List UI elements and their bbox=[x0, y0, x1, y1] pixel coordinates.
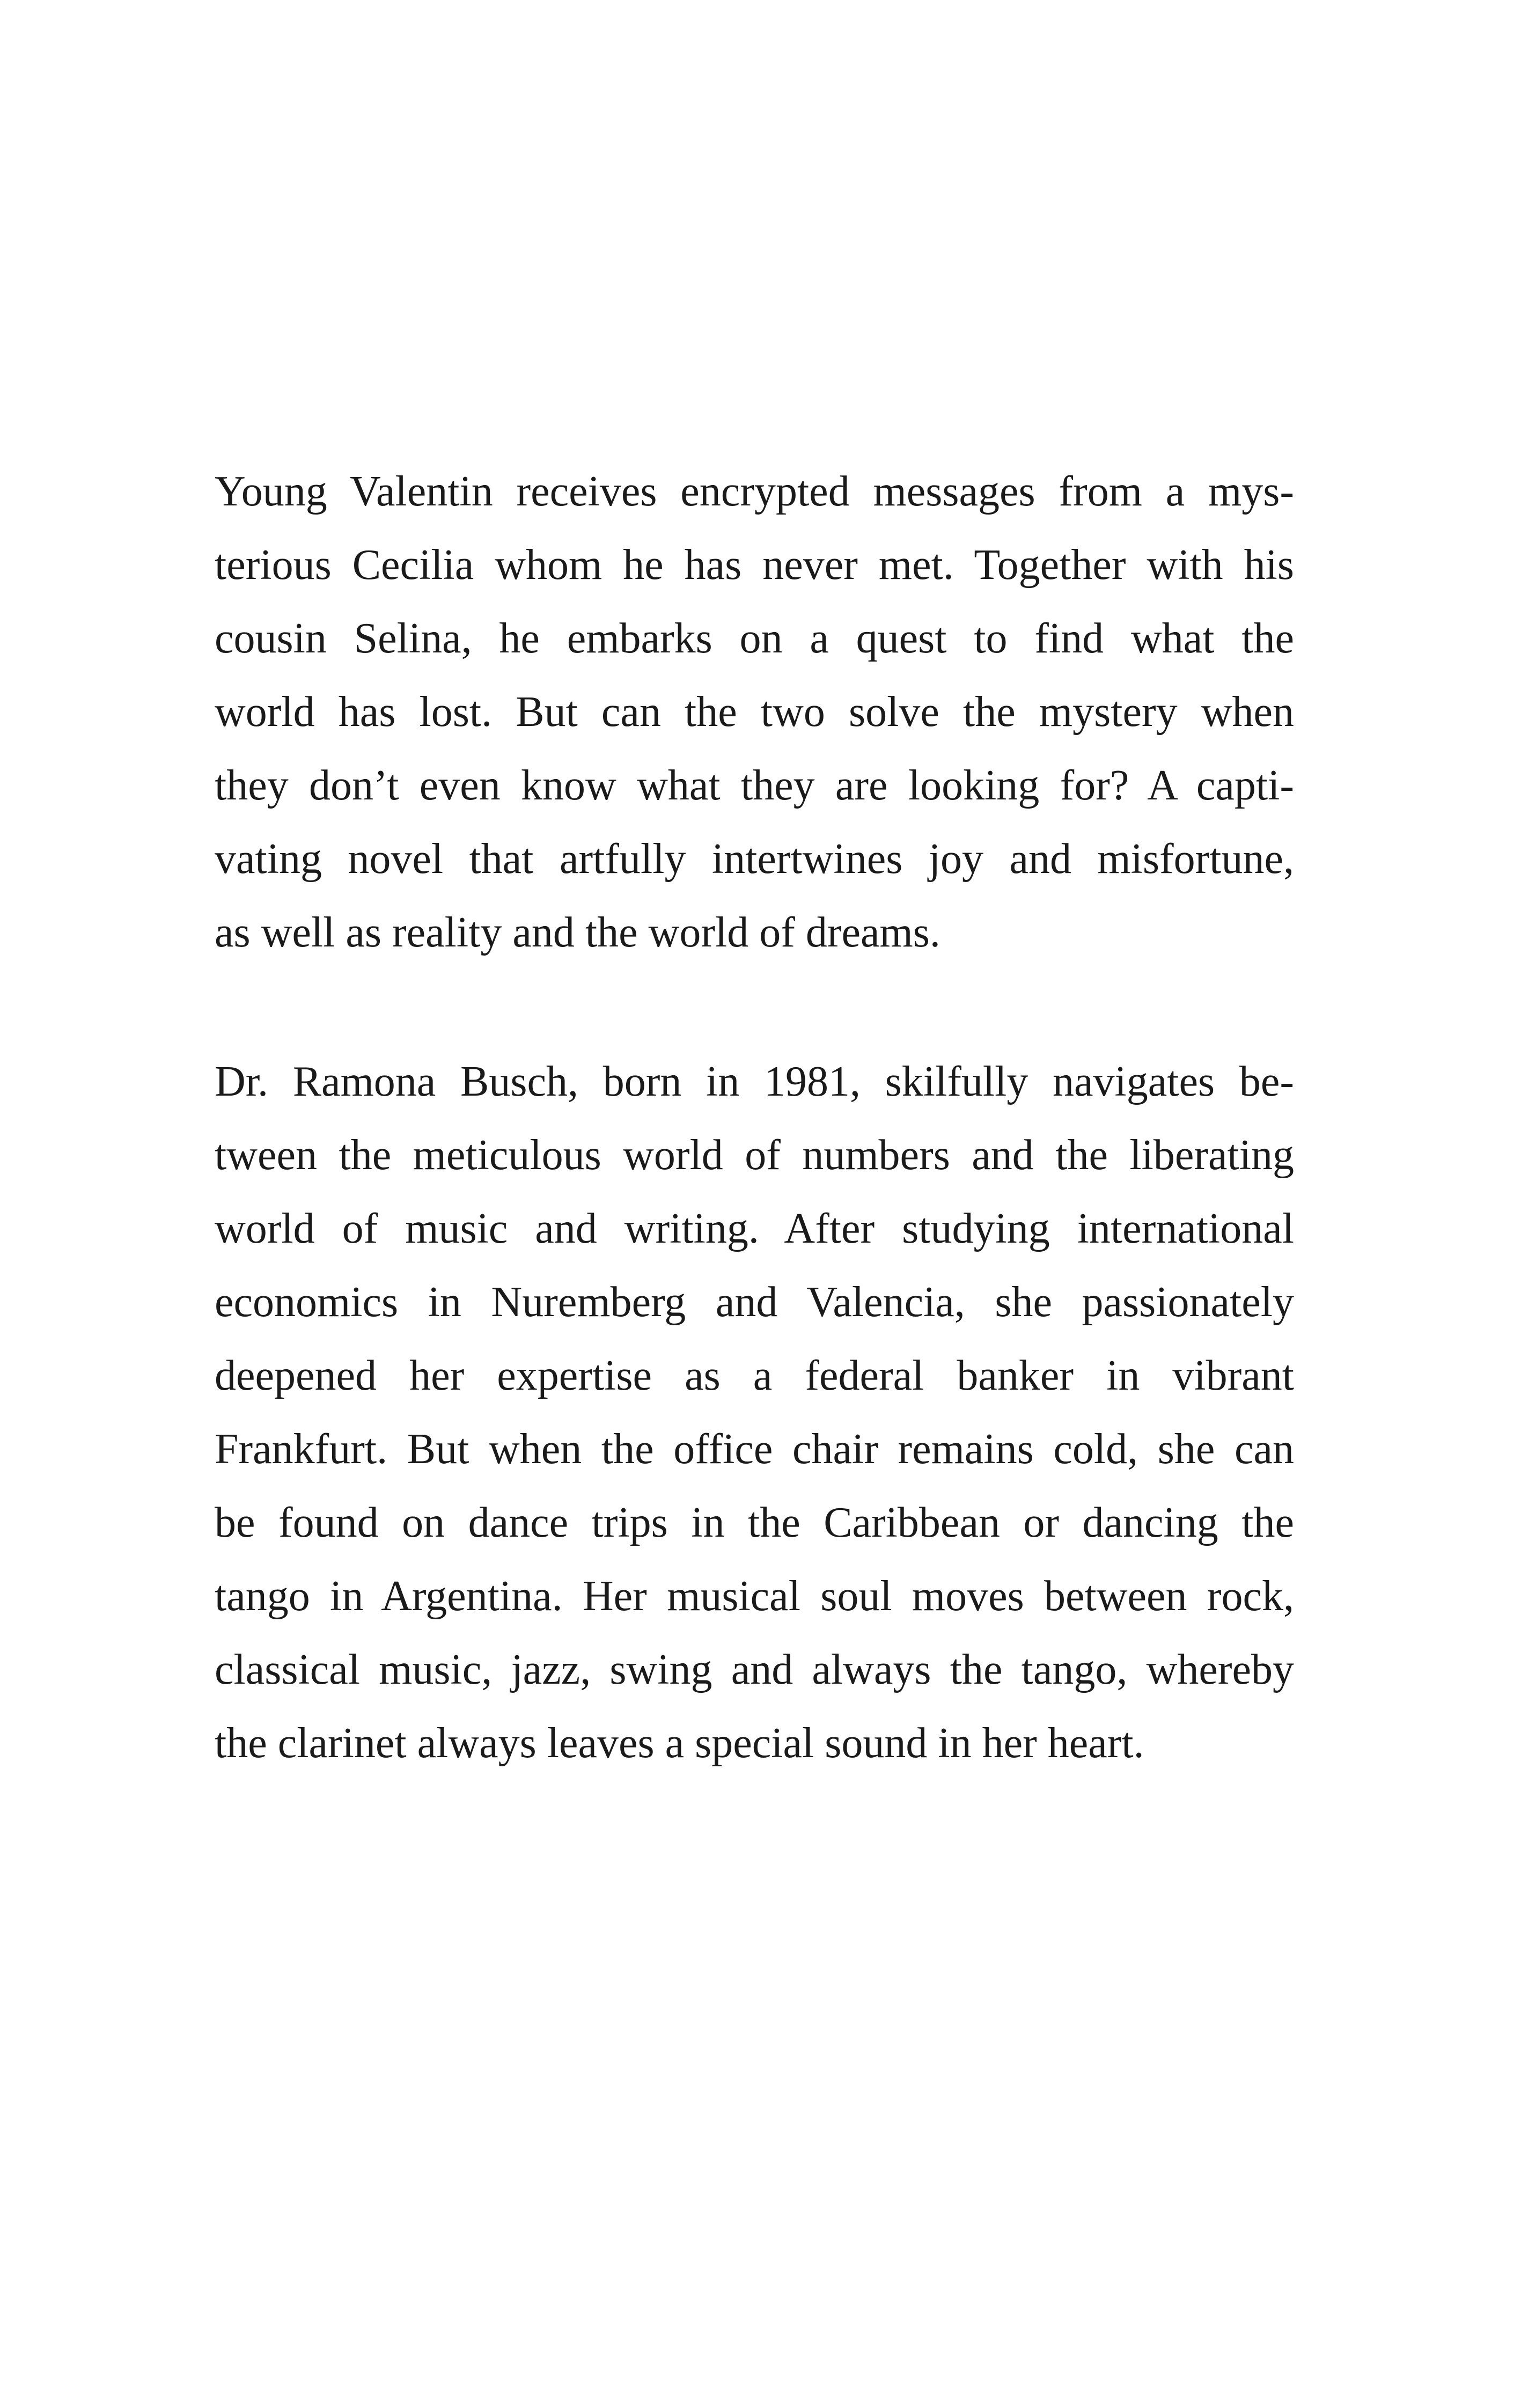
author-bio-paragraph bbox=[215, 1045, 1294, 1780]
synopsis-line: terious Cecilia whom he has never met. Together with his bbox=[215, 541, 1294, 589]
bio-line: Dr. Ramona Busch, born in 1981, skilfully navigates be- bbox=[215, 1058, 1294, 1105]
bio-line: tween the meticulous world of numbers and the liberating bbox=[215, 1132, 1294, 1179]
synopsis-line: world has lost. But can the two solve the mystery when bbox=[215, 688, 1294, 736]
bio-line: the clarinet always leaves a special sound in her heart. bbox=[215, 1720, 1144, 1767]
synopsis-line: cousin Selina, he embarks on a quest to find what the bbox=[215, 615, 1294, 662]
bio-line: tango in Argentina. Her musical soul moves between rock, bbox=[215, 1573, 1294, 1620]
synopsis-line: they don’t even know what they are looking for? A capti- bbox=[215, 762, 1294, 809]
synopsis-line: as well as reality and the world of dreams. bbox=[215, 909, 940, 956]
bio-line: Frankfurt. But when the office chair remains cold, she can bbox=[215, 1426, 1294, 1473]
synopsis-paragraph bbox=[215, 455, 1294, 970]
bio-line: economics in Nuremberg and Valencia, she passionately bbox=[215, 1279, 1294, 1326]
bio-line: be found on dance trips in the Caribbean or dancing the bbox=[215, 1499, 1294, 1546]
bio-line: deepened her expertise as a federal banker in vibrant bbox=[215, 1352, 1294, 1399]
bio-line: classical music, jazz, swing and always the tango, whereby bbox=[215, 1646, 1294, 1693]
synopsis-line: vating novel that artfully intertwines joy and misfortune, bbox=[215, 835, 1294, 883]
synopsis-line: Young Valentin receives encrypted messages from a mys- bbox=[215, 468, 1294, 515]
bio-line: world of music and writing. After studying international bbox=[215, 1205, 1294, 1252]
